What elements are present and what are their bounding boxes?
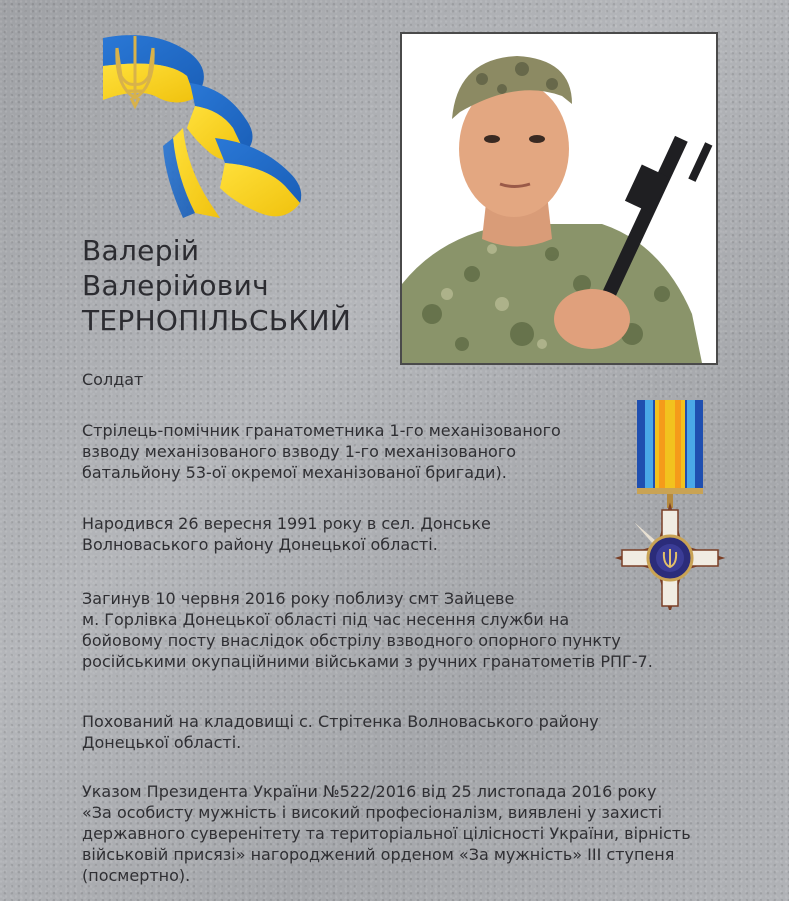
ukrainian-flag-emblem bbox=[95, 28, 310, 228]
order-for-courage-medal bbox=[615, 398, 725, 610]
military-rank: Солдат bbox=[82, 370, 144, 389]
birth-paragraph: Народився 26 вересня 1991 року в сел. Донське Волноваського району Донецької області. bbox=[82, 514, 491, 554]
burial-paragraph: Похований на кладовищі с. Стрітенка Волноваського району Донецької області. bbox=[82, 712, 599, 752]
position-paragraph: Стрілець-помічник гранатометника 1-го механізованого взводу механізованого взводу 1-го механізованого батальйону 53-ої окремої механізованої бригади). bbox=[82, 421, 561, 482]
medal-icon bbox=[615, 398, 725, 610]
death-paragraph: Загинув 10 червня 2016 року поблизу смт Зайцеве м. Горлівка Донецької області під час несення служби на бойовому посту внаслідок обстрілу взводного опорного пункту російськими окупаційними військами з ручних гранатометів РПГ-7. bbox=[82, 589, 653, 671]
soldier-portrait-icon bbox=[402, 34, 716, 363]
portrait-photo bbox=[400, 32, 718, 365]
surname: ТЕРНОПІЛЬСЬКИЙ bbox=[82, 304, 352, 337]
first-name: Валерій bbox=[82, 234, 200, 267]
flag-trident-icon bbox=[95, 28, 310, 228]
award-paragraph: Указом Президента України №522/2016 від 25 листопада 2016 року «За особисту мужність і високий професіоналізм, виявлені у захисті державного суверенітету та територіальної цілісності України, вірність військовій присязі» нагороджений орденом «За мужність» ІІІ ступеня (посмертно). bbox=[82, 782, 691, 885]
person-name bbox=[82, 233, 351, 338]
patronymic: Валерійович bbox=[82, 269, 269, 302]
